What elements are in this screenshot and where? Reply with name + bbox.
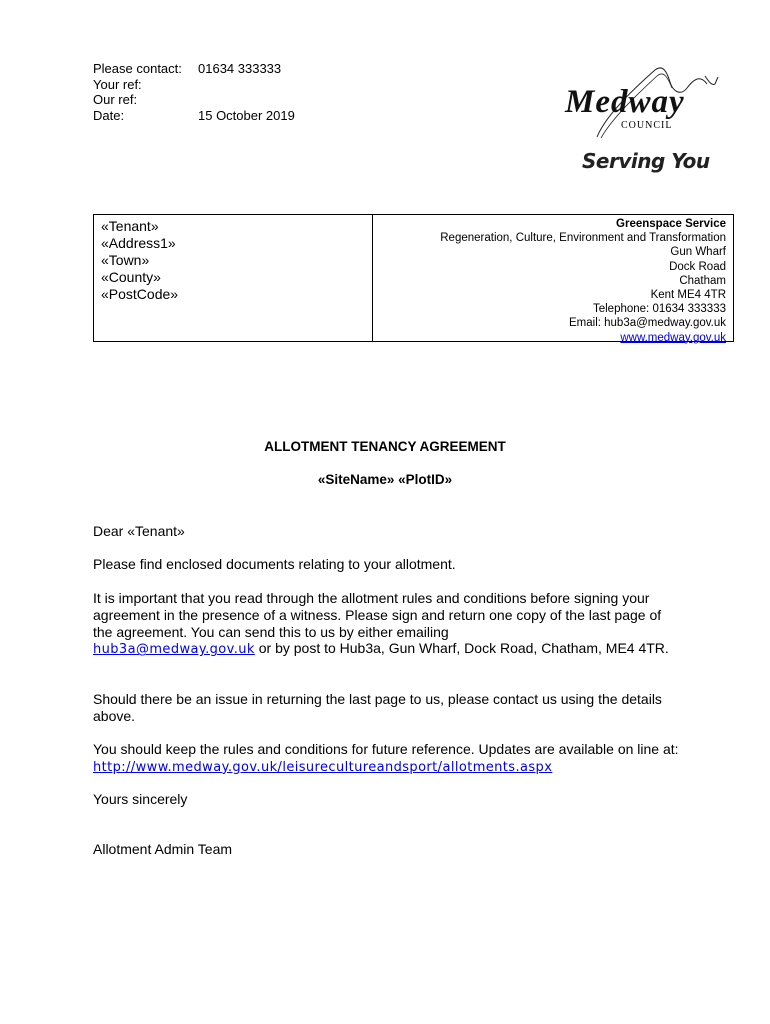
date-value: 15 October 2019	[198, 107, 295, 123]
your-ref-label: Your ref:	[93, 76, 142, 92]
recipient-address	[94, 215, 373, 341]
contact-value: 01634 333333	[198, 61, 282, 76]
address-table	[93, 214, 734, 342]
paragraph-1: Please find enclosed documents relating to your allotment.	[93, 556, 456, 572]
sender-street: Dock Road	[669, 260, 726, 273]
our-ref-label: Our ref:	[93, 92, 138, 107]
sender-telephone: Telephone: 01634 333333	[592, 303, 726, 316]
sender-email: Email: hub3a@medway.gov.uk	[569, 317, 726, 330]
recipient-postcode: «PostCode»	[101, 286, 179, 302]
email-link[interactable]: hub3a@medway.gov.uk	[93, 642, 255, 658]
recipient-county: «County»	[101, 269, 161, 285]
salutation: Dear «Tenant»	[93, 523, 185, 539]
sender-website-link[interactable]: www.medway.gov.uk	[620, 331, 726, 344]
paragraph-4	[93, 741, 683, 777]
letter-title: ALLOTMENT TENANCY AGREEMENT	[264, 439, 506, 454]
paragraph-2-text-b: or by post to Hub3a, Gun Wharf, Dock Road, Chatham, ME4 4TR.	[254, 640, 669, 657]
sender-address	[373, 215, 733, 344]
sender-county-postcode: Kent ME4 4TR	[650, 289, 726, 302]
sender-department: Regeneration, Culture, Environment and Transformation	[440, 232, 726, 245]
paragraph-3: Should there be an issue in returning the last page to us, please contact us using the details above.	[93, 691, 662, 724]
signature: Allotment Admin Team	[93, 841, 233, 857]
paragraph-2-text-a: It is important that you read through the allotment rules and conditions before signing your agreement in the presence of a witness. Please sign and return one copy of the last page of the agreement. You can send this to us by either emailing	[93, 590, 662, 640]
recipient-address1: «Address1»	[101, 235, 176, 251]
contact-label: Please contact:	[93, 61, 182, 76]
letter-subtitle: «SiteName» «PlotID»	[317, 472, 453, 487]
recipient-town: «Town»	[101, 252, 150, 268]
medway-council-logo	[555, 62, 745, 177]
paragraph-2	[93, 590, 683, 659]
logo-wordmark: Medway	[565, 84, 685, 120]
logo-council-text: COUNCIL	[621, 120, 673, 131]
sender-town: Chatham	[679, 274, 726, 287]
sender-building: Gun Wharf	[670, 246, 726, 259]
recipient-tenant: «Tenant»	[101, 218, 159, 234]
paragraph-4-text: You should keep the rules and conditions for future reference. Updates are available on line at:	[93, 741, 679, 757]
allotments-web-link[interactable]: http://www.medway.gov.uk/leisurecultureandsport/allotments.aspx	[93, 759, 553, 775]
sender-service: Greenspace Service	[616, 218, 726, 230]
date-label: Date:	[93, 107, 125, 123]
logo-tagline: Serving You	[582, 149, 710, 173]
closing: Yours sincerely	[93, 791, 188, 807]
reference-block	[93, 61, 295, 123]
